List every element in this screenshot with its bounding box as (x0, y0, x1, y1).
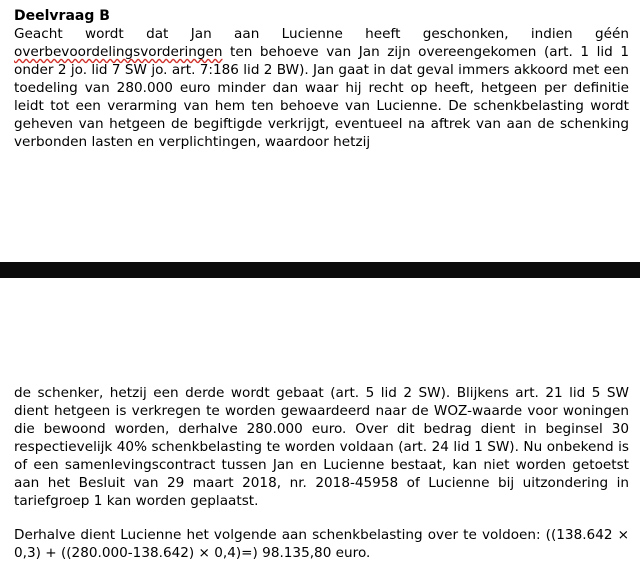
page-break-bar (0, 262, 640, 278)
section-heading: Deelvraag B (14, 8, 110, 24)
paragraph-2[interactable]: de schenker, hetzij een derde wordt gebaat (art. 5 lid 2 SW). Blijkens art. 21 lid 5 SW dient hetgeen is verkregen te worden gewaardeerd naar de WOZ-waarde voor woningen die bewoond worden, derhalve 280.000 euro. Over dit bedrag dient in beginsel 30 respectievelijk 40% schenkbelasting te worden voldaan (art. 24 lid 1 SW). Nu onbekend is of een samenlevingscontract tussen Jan en Lucienne bestaat, kan niet worden getoetst aan het Besluit van 29 maart 2018, nr. 2018-45958 of Lucienne bij uitzondering in tariefgroep 1 kan worden geplaatst. (14, 385, 629, 509)
paragraph-1[interactable] (14, 25, 629, 151)
paragraph-1-text-end: ten behoeve van Jan zijn overeengekomen (art. 1 lid 1 onder 2 jo. lid 7 SW jo. art. 7:186 lid 2 BW). Jan gaat in dat geval immers akkoord met een toedeling van 280.000 euro minder dan waar hij recht op heeft, hetgeen per definitie leidt tot een verarming van hem ten behoeve van Lucienne. De schenkbelasting wordt geheven van hetgeen de begiftigde verkrijgt, eventueel na aftrek van aan de schenking verbonden lasten en verplichtingen, waardoor hetzij (14, 44, 629, 150)
paragraph-1-text-start: Geacht wordt dat Jan aan Lucienne heeft geschonken, indien géén (14, 26, 629, 42)
spelling-error-word[interactable]: overbevoordelingsvorderingen (14, 44, 223, 60)
paragraph-3[interactable]: Derhalve dient Lucienne het volgende aan schenkbelasting over te voldoen: ((138.642 × 0,3) + ((280.000-138.642) × 0,4)=) 98.135,80 euro. (14, 527, 629, 561)
